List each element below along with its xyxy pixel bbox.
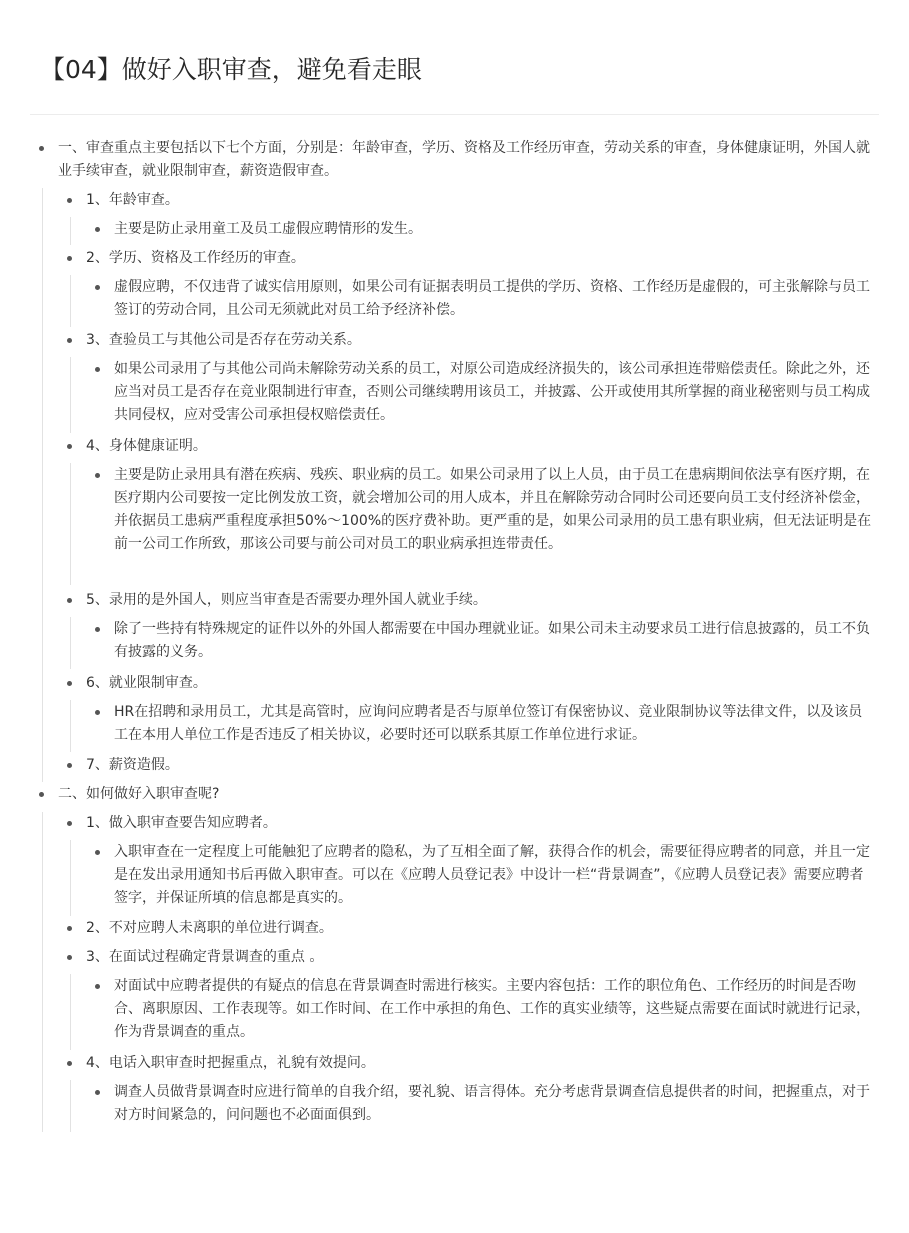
outline-item-level2 xyxy=(86,589,878,612)
outline-item-level2 xyxy=(86,754,878,777)
bullet-icon xyxy=(67,926,72,931)
item-text: 6、就业限制审查。 xyxy=(86,675,207,691)
outline-item-level2 xyxy=(86,329,878,352)
item-text: 主要是防止录用童工及员工虚假应聘情形的发生。 xyxy=(114,221,422,237)
bullet-icon xyxy=(95,1090,100,1095)
item-text: 主要是防止录用具有潜在疾病、残疾、职业病的员工。如果公司录用了以上人员，由于员工在患病期间依法享有医疗期，在医疗期内公司要按一定比例发放工资，就会增加公司的用人成本，并且在解除劳动合同时公司还要向员工支付经济补偿金，并依据员工患病严重程度承担50%～100%的医疗费补助。更严重的是，如果公司录用的员工患有职业病，但无法证明是在前一公司工作所致，那该公司要与前公司对员工的职业病承担连带责任。 xyxy=(114,467,872,552)
outline-guide xyxy=(70,840,71,916)
outline-item-level2 xyxy=(86,917,878,940)
outline-item-level3 xyxy=(114,218,876,241)
title-divider xyxy=(30,114,879,115)
item-text: 1、做入职审查要告知应聘者。 xyxy=(86,815,277,831)
outline-item-level2 xyxy=(86,812,878,835)
item-text: 3、在面试过程确定背景调查的重点 。 xyxy=(86,949,324,965)
outline-item-level2 xyxy=(86,247,878,270)
bullet-icon xyxy=(39,146,44,151)
item-text: HR在招聘和录用员工，尤其是高管时，应询问应聘者是否与原单位签订有保密协议、竞业限制协议等法律文件，以及该员工在本用人单位工作是否违反了相关协议，必要时还可以联系其原工作单位进行求证。 xyxy=(114,704,863,743)
outline-item-level3 xyxy=(114,841,876,910)
outline-item-level3 xyxy=(114,464,876,556)
bullet-icon xyxy=(95,627,100,632)
bullet-icon xyxy=(67,338,72,343)
page-title: 【04】做好入职审查，避免看走眼 xyxy=(40,55,422,84)
bullet-icon xyxy=(67,681,72,686)
bullet-icon xyxy=(67,198,72,203)
outline-item-level1 xyxy=(58,783,878,806)
outline-item-level2 xyxy=(86,946,878,969)
bullet-icon xyxy=(67,955,72,960)
outline-guide xyxy=(70,217,71,245)
item-text: 3、查验员工与其他公司是否存在劳动关系。 xyxy=(86,332,361,348)
bullet-icon xyxy=(67,256,72,261)
item-text: 4、电话入职审查时把握重点，礼貌有效提问。 xyxy=(86,1055,375,1071)
item-text: 虚假应聘，不仅违背了诚实信用原则，如果公司有证据表明员工提供的学历、资格、工作经历是虚假的，可主张解除与员工签订的劳动合同，且公司无须就此对员工给予经济补偿。 xyxy=(114,279,870,318)
item-text: 如果公司录用了与其他公司尚未解除劳动关系的员工，对原公司造成经济损失的，该公司承担连带赔偿责任。除此之外，还应当对员工是否存在竞业限制进行审查，否则公司继续聘用该员工，并披露、公开或使用其所掌握的商业秘密则与员工构成共同侵权，应对受害公司承担侵权赔偿责任。 xyxy=(114,361,870,423)
outline-item-level2 xyxy=(86,672,878,695)
outline-guide xyxy=(70,700,71,752)
outline-item-level3 xyxy=(114,276,876,322)
item-text: 除了一些持有特殊规定的证件以外的外国人都需要在中国办理就业证。如果公司未主动要求员工进行信息披露的，员工不负有披露的义务。 xyxy=(114,621,870,660)
bullet-icon xyxy=(67,1061,72,1066)
bullet-icon xyxy=(95,367,100,372)
outline-guide xyxy=(70,617,71,669)
item-text: 入职审查在一定程度上可能触犯了应聘者的隐私，为了互相全面了解，获得合作的机会，需要征得应聘者的同意，并且一定是在发出录用通知书后再做入职审查。可以在《应聘人员登记表》中设计一栏“背景调查”，《应聘人员登记表》需要应聘者签字，并保证所填的信息都是真实的。 xyxy=(114,844,870,906)
item-text: 二、如何做好入职审查呢? xyxy=(58,786,220,802)
item-text: 一、审查重点主要包括以下七个方面，分别是：年龄审查，学历、资格及工作经历审查，劳动关系的审查，身体健康证明，外国人就业手续审查，就业限制审查，薪资造假审查。 xyxy=(58,140,870,179)
bullet-icon xyxy=(95,227,100,232)
item-text: 2、学历、资格及工作经历的审查。 xyxy=(86,250,305,266)
bullet-icon xyxy=(95,285,100,290)
outline-item-level3 xyxy=(114,358,876,427)
bullet-icon xyxy=(95,984,100,989)
outline-item-level2 xyxy=(86,189,878,212)
bullet-icon xyxy=(67,763,72,768)
bullet-icon xyxy=(39,792,44,797)
bullet-icon xyxy=(95,473,100,478)
outline-guide xyxy=(70,275,71,327)
outline-item-level2 xyxy=(86,1052,878,1075)
outline-item-level3 xyxy=(114,1081,876,1127)
item-text: 2、不对应聘人未离职的单位进行调查。 xyxy=(86,920,333,936)
outline-item-level3 xyxy=(114,975,876,1044)
outline-item-level3 xyxy=(114,701,876,747)
item-text: 1、年龄审查。 xyxy=(86,192,179,208)
bullet-icon xyxy=(95,710,100,715)
outline-item-level1 xyxy=(58,137,878,183)
bullet-icon xyxy=(67,598,72,603)
bullet-icon xyxy=(67,444,72,449)
outline-guide xyxy=(42,812,43,1132)
item-text: 4、身体健康证明。 xyxy=(86,438,207,454)
outline-guide xyxy=(70,974,71,1050)
item-text: 调查人员做背景调查时应进行简单的自我介绍，要礼貌、语言得体。充分考虑背景调查信息提供者的时间，把握重点，对于对方时间紧急的，问问题也不必面面俱到。 xyxy=(114,1084,870,1123)
outline-guide xyxy=(70,357,71,433)
item-text: 7、薪资造假。 xyxy=(86,757,179,773)
outline-guide xyxy=(42,188,43,782)
bullet-icon xyxy=(67,821,72,826)
item-text: 对面试中应聘者提供的有疑点的信息在背景调查时需进行核实。主要内容包括：工作的职位角色、工作经历的时间是否吻合、离职原因、工作表现等。如工作时间、在工作中承担的角色、工作的真实业绩等，这些疑点需要在面试时就进行记录，作为背景调查的重点。 xyxy=(114,978,870,1040)
outline-guide xyxy=(70,1080,71,1132)
outline-item-level2 xyxy=(86,435,878,458)
outline-item-level3 xyxy=(114,618,876,664)
bullet-icon xyxy=(95,850,100,855)
item-text: 5、录用的是外国人，则应当审查是否需要办理外国人就业手续。 xyxy=(86,592,487,608)
outline-guide xyxy=(70,463,71,585)
